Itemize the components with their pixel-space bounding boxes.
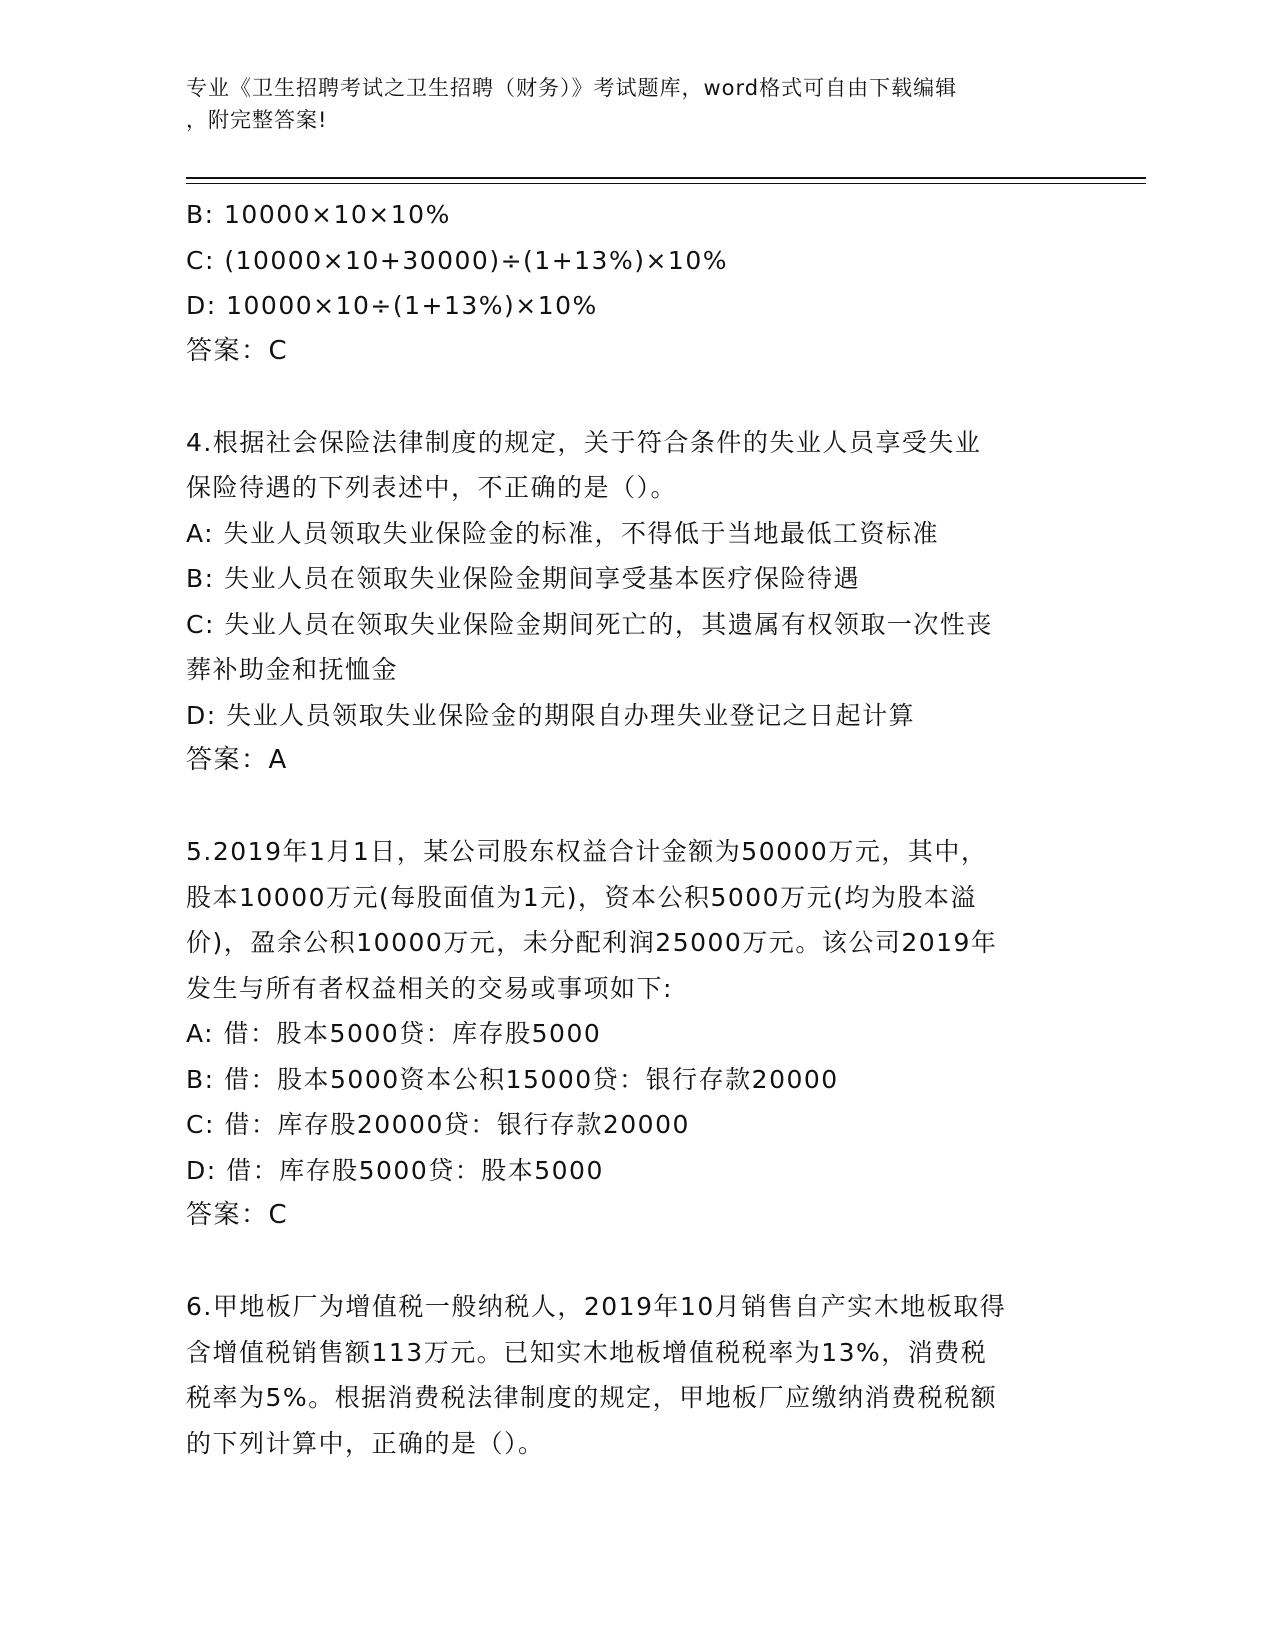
question-stem-line: 股本10000万元(每股面值为1元)，资本公积5000万元(均为股本溢 [186, 882, 977, 912]
question-5 [186, 829, 1086, 1239]
question-5-answer: 答案：C [186, 1200, 289, 1230]
question-4 [186, 420, 1086, 784]
question-stem-line: 发生与所有者权益相关的交易或事项如下: [186, 973, 673, 1003]
question-4-answer: 答案：A [186, 745, 288, 775]
option-c: C: 失业人员在领取失业保险金期间死亡的，其遗属有权领取一次性丧 [186, 609, 993, 639]
option-d: D: 10000×10÷(1+13%)×10% [186, 291, 598, 320]
question-3-answer: 答案：C [186, 335, 289, 366]
option-b: B: 10000×10×10% [186, 200, 451, 229]
option-a: A: 失业人员领取失业保险金的标准，不得低于当地最低工资标准 [186, 518, 940, 548]
question-stem-line: 6.甲地板厂为增值税一般纳税人，2019年10月销售自产实木地板取得 [186, 1292, 1007, 1321]
option-d: D: 失业人员领取失业保险金的期限自办理失业登记之日起计算 [186, 700, 916, 730]
question-stem-line: 4.根据社会保险法律制度的规定，关于符合条件的失业人员享受失业 [186, 427, 982, 457]
spacer [186, 374, 1086, 420]
document-header [186, 72, 1066, 136]
header-line-1: 专业《卫生招聘考试之卫生招聘（财务）》考试题库，word格式可自由下载编辑 [186, 76, 958, 100]
header-rule-thin [186, 183, 1146, 184]
question-stem-line: 的下列计算中，正确的是（）。 [186, 1428, 545, 1458]
option-c: C: (10000×10+30000)÷(1+13%)×10% [186, 245, 728, 275]
document-body [186, 192, 1086, 1466]
option-d: D: 借：库存股5000贷：股本5000 [186, 1155, 604, 1185]
question-3-options [186, 192, 1086, 329]
question-stem-line: 含增值税销售额113万元。已知实木地板增值税税率为13%，消费税 [186, 1337, 988, 1367]
option-c-continued: 葬补助金和抚恤金 [186, 655, 399, 684]
option-a: A: 借：股本5000贷：库存股5000 [186, 1019, 602, 1048]
question-stem-line: 价)，盈余公积10000万元，未分配利润25000万元。该公司2019年 [186, 928, 998, 957]
option-c: C: 借：库存股20000贷：银行存款20000 [186, 1110, 690, 1139]
question-stem-line: 税率为5%。根据消费税法律制度的规定，甲地板厂应缴纳消费税税额 [186, 1383, 998, 1412]
option-b: B: 失业人员在领取失业保险金期间享受基本医疗保险待遇 [186, 564, 861, 593]
header-rule-thick [186, 177, 1146, 179]
question-6 [186, 1284, 1086, 1466]
spacer [186, 1239, 1086, 1285]
header-line-2: ，附完整答案! [186, 108, 328, 132]
spacer [186, 784, 1086, 830]
option-b: B: 借：股本5000资本公积15000贷：银行存款20000 [186, 1064, 839, 1094]
question-stem-line: 保险待遇的下列表述中，不正确的是（）。 [186, 473, 678, 502]
question-stem-line: 5.2019年1月1日，某公司股东权益合计金额为50000万元，其中， [186, 837, 988, 866]
